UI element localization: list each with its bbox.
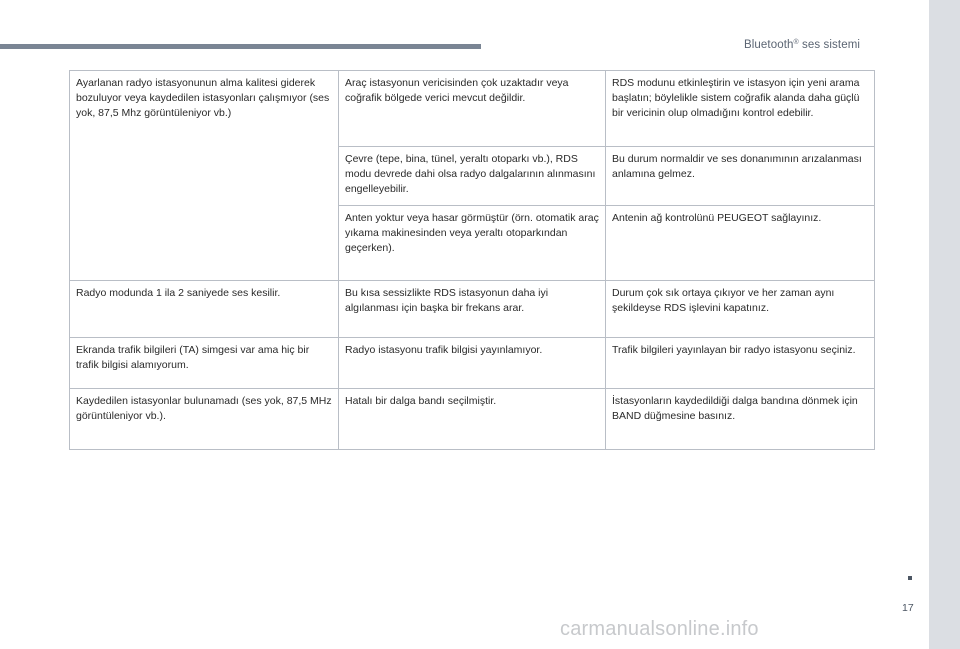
cause-cell: Araç istasyonun vericisinden çok uzaktadır veya coğrafik bölgede verici mevcut değildir. [339,71,606,147]
solution-cell: RDS modunu etkinleştirin ve istasyon için yeni arama başlatın; böylelikle sistem coğrafik alanda daha güçlü bir vericinin olup olmadığını kontrol edebilir. [606,71,875,147]
problem-cell: Radyo modunda 1 ila 2 saniyede ses kesilir. [70,281,339,338]
section-title-brand: Bluetooth [744,39,794,51]
solution-cell: Durum çok sık ortaya çıkıyor ve her zaman aynı şekildeyse RDS işlevini kapatınız. [606,281,875,338]
table-row [70,281,875,338]
problem-cell: Ayarlanan radyo istasyonunun alma kalitesi giderek bozuluyor veya kaydedilen istasyonları çalışmıyor (ses yok, 87,5 Mhz görüntüleniyor vb.) [70,71,339,281]
cause-cell: Çevre (tepe, bina, tünel, yeraltı otoparkı vb.), RDS modu devrede dahi olsa radyo dalgalarının alınmasını engelleyebilir. [339,147,606,206]
section-title-rest: ses sistemi [798,39,861,51]
page-number: 17 [902,602,914,614]
solution-cell: İstasyonların kaydedildiği dalga bandına dönmek için BAND düğmesine basınız. [606,389,875,450]
cause-cell: Radyo istasyonu trafik bilgisi yayınlamıyor. [339,338,606,389]
cause-cell: Hatalı bir dalga bandı seçilmiştir. [339,389,606,450]
registered-mark: ® [793,39,799,46]
header-rule [0,44,481,49]
section-title [744,39,904,51]
page-marker-square [908,576,912,580]
watermark: carmanualsonline.info [560,618,759,640]
problem-cell: Kaydedilen istasyonlar bulunamadı (ses yok, 87,5 MHz görüntüleniyor vb.). [70,389,339,450]
problem-cell: Ekranda trafik bilgileri (TA) simgesi var ama hiç bir trafik bilgisi alamıyorum. [70,338,339,389]
table-row [70,389,875,450]
cause-cell: Bu kısa sessizlikte RDS istasyonun daha iyi algılanması için başka bir frekans arar. [339,281,606,338]
table-row [70,338,875,389]
table-row [70,71,875,147]
cause-cell: Anten yoktur veya hasar görmüştür (örn. otomatik araç yıkama makinesinden veya yeraltı otoparkından geçerken). [339,206,606,281]
solution-cell: Bu durum normaldir ve ses donanımının arızalanması anlamına gelmez. [606,147,875,206]
troubleshooting-table [69,70,875,450]
solution-cell: Antenin ağ kontrolünü PEUGEOT sağlayınız. [606,206,875,281]
side-band [929,0,960,649]
solution-cell: Trafik bilgileri yayınlayan bir radyo istasyonu seçiniz. [606,338,875,389]
